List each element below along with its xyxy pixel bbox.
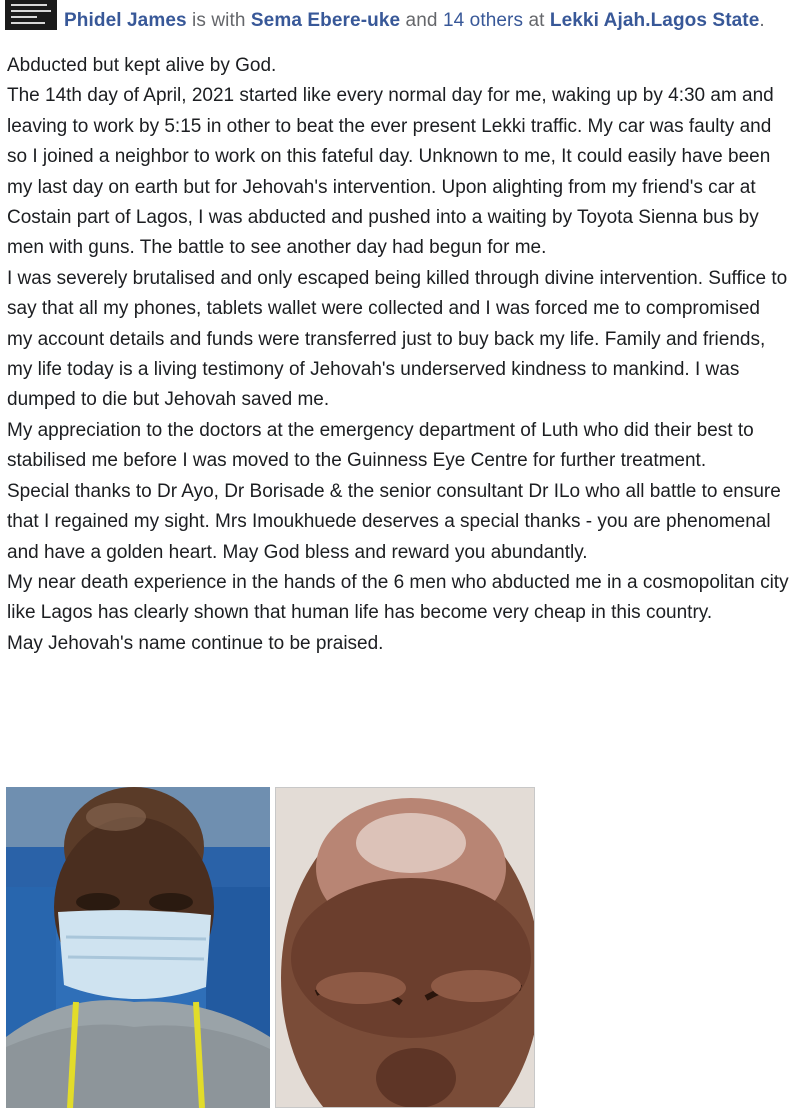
tagged-person-link[interactable]: Sema Ebere-uke (250, 10, 401, 31)
profile-picture-icon[interactable] (5, 0, 57, 30)
at-text: at (523, 10, 550, 31)
location-link[interactable]: Lekki Ajah.Lagos State (549, 10, 760, 31)
photo-icon (276, 788, 534, 1107)
post-paragraph: My near death experience in the hands of the 6 men who abducted me in a cosmopolitan city like Lagos has clearly shown that human life has become very cheap in this country. (7, 571, 789, 624)
post-paragraph: The 14th day of April, 2021 started like every normal day for me, waking up by 4:30 am and leaving to work by 5:15 in other to beat the ever present Lekki traffic. My car was faulty and so I joined a neighbor to work on this fateful day. Unknown to me, It could easily have been my last day on earth but for Jehovah's intervention. Upon alighting from my friend's car at Costain part of Lagos, I was abducted and pushed into a waiting by Toyota Sienna bus by men with guns. The battle to see another day had begun for me. (7, 85, 774, 259)
post-paragraph: I was severely brutalised and only escaped being killed through divine intervention. Suffice to say that all my phones, tablets wallet were collected and I was forced me to compromised my account details and funds were transferred just to buy back my life. Family and friends, my life today is a living testimony of Jehovah's underserved kindness to mankind. I was dumped to die but Jehovah saved me. (7, 267, 788, 411)
photo-man-with-face-mask[interactable] (6, 787, 270, 1108)
others-link[interactable]: 14 others (442, 10, 524, 31)
photo-icon (6, 787, 270, 1108)
header-period: . (759, 10, 765, 31)
post-paragraph: May Jehovah's name continue to be praised. (7, 632, 384, 654)
post-paragraph: Special thanks to Dr Ayo, Dr Borisade & the senior consultant Dr ILo who all battle to ensure that I regained my sight. Mrs Imoukhuede deserves a special thanks - you are phenomenal and have a golden heart. May God bless and reward you abundantly. (7, 480, 781, 563)
author-name[interactable]: Phidel James (64, 10, 187, 31)
post-header (0, 0, 794, 40)
with-text: is with (186, 10, 251, 31)
and-text: and (400, 10, 443, 31)
post-text (7, 51, 789, 659)
post-paragraph: My appreciation to the doctors at the emergency department of Luth who did their best to stabilised me before I was moved to the Guinness Eye Centre for further treatment. (7, 419, 754, 472)
photo-swollen-face-closeup[interactable] (275, 787, 535, 1108)
post-header-line (64, 10, 765, 32)
post-paragraph: Abducted but kept alive by God. (7, 55, 277, 76)
